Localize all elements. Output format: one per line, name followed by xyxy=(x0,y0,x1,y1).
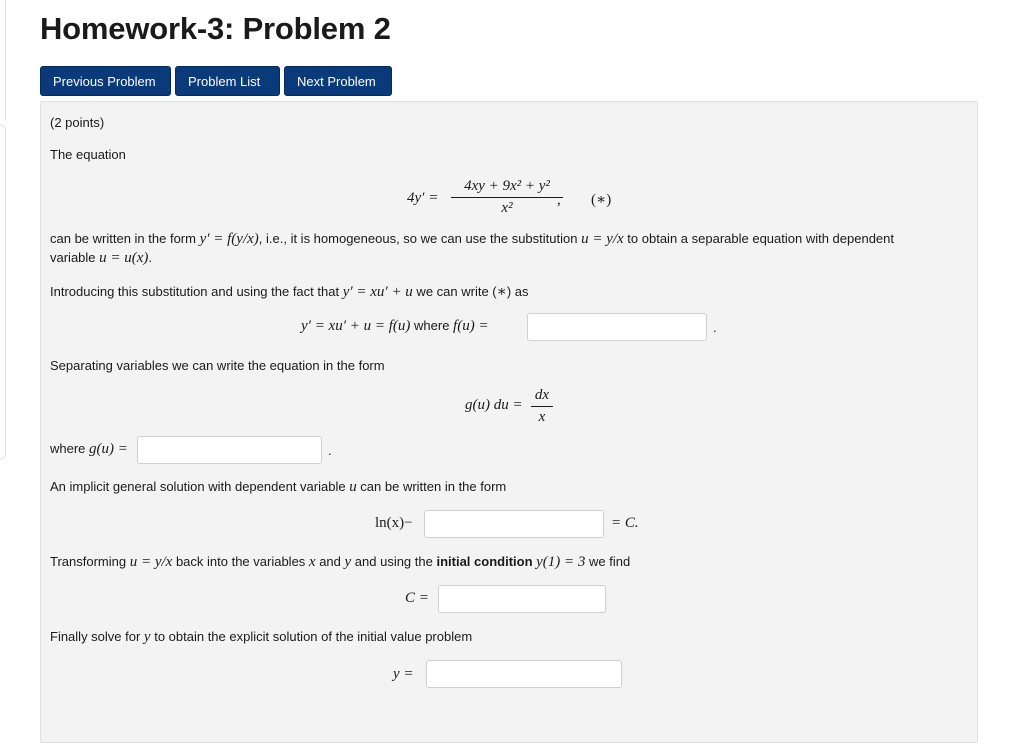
implicit-sentence xyxy=(50,479,506,496)
transform-sentence xyxy=(50,554,630,571)
separating-text: Separating variables we can write the equation in the form xyxy=(50,358,385,373)
fu-period: . xyxy=(713,320,717,335)
initial-condition-label: initial condition xyxy=(436,554,533,569)
substitution-text-a: Introducing this substitution and using the fact that xyxy=(50,284,343,299)
derivative-expression: y′ = xu′ + u xyxy=(342,284,413,300)
form-expression: y′ = f(y/x) xyxy=(199,231,259,247)
f-of-u-input[interactable] xyxy=(527,313,707,341)
final-sentence xyxy=(50,629,472,646)
variable-period: . xyxy=(148,250,153,265)
homogeneous-text-b: , i.e., it is homogeneous, so we can use the substitution xyxy=(258,231,582,246)
implicit-variable: u xyxy=(349,479,357,495)
substitution-sentence xyxy=(50,282,529,301)
left-edge-panel xyxy=(0,124,6,460)
variable-text: variable xyxy=(50,250,100,265)
implicit-solution-input[interactable] xyxy=(424,510,604,538)
final-variable: y xyxy=(143,629,151,645)
transform-text-d: and using the xyxy=(351,554,437,569)
equals-c-label: = C. xyxy=(611,515,639,531)
gu-period: . xyxy=(328,443,332,458)
where-text: where xyxy=(50,441,90,456)
problem-list-button[interactable]: Problem List xyxy=(175,66,280,96)
homogeneous-text-a: can be written in the form xyxy=(50,231,200,246)
y-label: y = xyxy=(393,666,414,682)
substitution-text-b: we can write ( xyxy=(412,284,497,299)
gu-label: g(u) = xyxy=(89,441,128,457)
implicit-text-a: An implicit general solution with dependent variable xyxy=(50,479,350,494)
equation-numerator: 4xy + 9x² + y² xyxy=(464,178,550,194)
y-solution-input[interactable] xyxy=(426,660,622,688)
variable-expression: u = u(x) xyxy=(99,250,149,266)
transform-substitution: u = y/x xyxy=(129,554,173,570)
points-label: (2 points) xyxy=(50,115,105,130)
fu-label: f(u) = xyxy=(453,318,489,334)
star-reference: ∗ xyxy=(496,284,507,300)
transform-y: y xyxy=(344,554,352,570)
previous-problem-button[interactable]: Previous Problem xyxy=(40,66,171,96)
x-denominator: x xyxy=(538,409,546,425)
equation-denominator: x² xyxy=(501,200,513,216)
implicit-text-b: can be written in the form xyxy=(356,479,507,494)
homogeneous-sentence xyxy=(50,231,894,248)
substitution-text-c: ) as xyxy=(506,284,529,299)
dependent-variable-line xyxy=(50,250,152,267)
ln-x-expression: ln(x)− xyxy=(375,515,413,531)
intro-text: The equation xyxy=(50,147,126,162)
equation-lhs: 4y′ = xyxy=(407,190,439,206)
dx-numerator: dx xyxy=(534,387,550,403)
initial-condition-expression: y(1) = 3 xyxy=(536,554,586,570)
final-text-a: Finally solve for xyxy=(50,629,144,644)
equation-fraction xyxy=(451,178,563,217)
where-g-of-u-label xyxy=(50,441,128,458)
final-text-b: to obtain the explicit solution of the initial value problem xyxy=(150,629,473,644)
fu-where-text: where xyxy=(410,318,454,333)
page-title: Homework-3: Problem 2 xyxy=(40,11,391,46)
transform-text-c: and xyxy=(315,554,345,569)
f-of-u-line xyxy=(301,318,489,335)
transform-text-b: back into the variables xyxy=(172,554,309,569)
problem-panel xyxy=(40,101,978,743)
gu-du-lhs: g(u) du = xyxy=(465,397,523,413)
transform-text-a: Transforming xyxy=(50,554,130,569)
equation-tag: (∗) xyxy=(591,192,612,208)
c-value-input[interactable] xyxy=(438,585,606,613)
fu-expression: y′ = xu′ + u = f(u) xyxy=(301,318,411,334)
left-edge-rule xyxy=(0,0,6,120)
dx-over-x-fraction xyxy=(531,387,553,426)
transform-x: x xyxy=(308,554,316,570)
equation-comma: , xyxy=(557,192,561,208)
transform-text-e: we find xyxy=(585,554,631,569)
homogeneous-text-c: to obtain a separable equation with dependent xyxy=(623,231,895,246)
next-problem-button[interactable]: Next Problem xyxy=(284,66,392,96)
substitution-expression: u = y/x xyxy=(581,231,624,247)
c-label: C = xyxy=(405,590,429,606)
problem-navigation xyxy=(40,66,392,96)
g-of-u-input[interactable] xyxy=(137,436,322,464)
